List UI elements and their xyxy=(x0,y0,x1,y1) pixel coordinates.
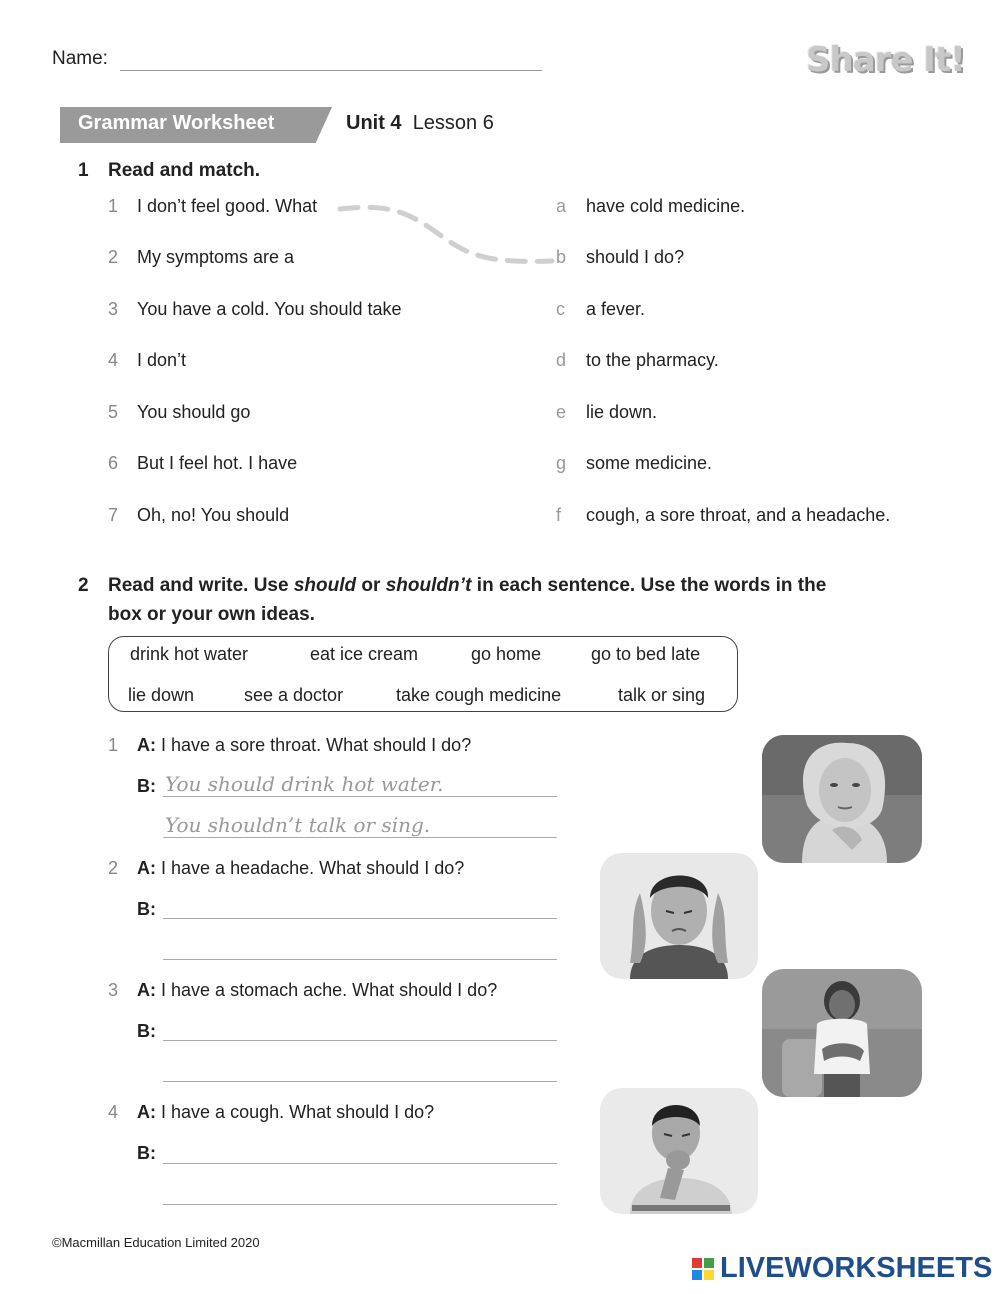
match-left-item: You should go xyxy=(137,402,251,422)
match-right-letter: b xyxy=(556,247,567,267)
match-right-letter: f xyxy=(556,505,562,525)
word-option: lie down xyxy=(128,685,195,705)
word-option: drink hot water xyxy=(130,644,249,664)
answer-line xyxy=(163,837,557,838)
section-2-number: 2 xyxy=(78,575,89,596)
question-number: 3 xyxy=(108,980,119,1000)
b-label: B: xyxy=(137,776,156,796)
word-option: go to bed late xyxy=(591,644,701,664)
photo-boy-headache xyxy=(600,853,758,979)
match-left-item: But I feel hot. I have xyxy=(137,453,298,473)
question-number: 2 xyxy=(108,858,119,878)
match-right-letter: d xyxy=(556,350,567,370)
share-it-logo: Share It! xyxy=(806,40,965,80)
b-label: B: xyxy=(137,899,156,919)
b-label: B: xyxy=(137,1021,156,1041)
question-a xyxy=(137,980,497,1001)
match-right-letter: e xyxy=(556,402,567,422)
answer-line[interactable] xyxy=(163,1204,557,1205)
boy-cough-image xyxy=(600,1088,758,1214)
section-2-title-line2: box or your own ideas. xyxy=(108,604,315,625)
liveworksheets-icon xyxy=(692,1258,716,1282)
match-right-letter: g xyxy=(556,453,567,473)
a-label: A: xyxy=(137,735,156,755)
lesson-label: Lesson 6 xyxy=(412,112,494,134)
answer-line[interactable] xyxy=(163,1163,557,1164)
answer-line[interactable] xyxy=(163,1081,557,1082)
title-shouldnt: shouldn’t xyxy=(385,575,472,596)
word-option: go home xyxy=(471,644,542,664)
answer-line[interactable] xyxy=(163,1040,557,1041)
question-a xyxy=(137,858,464,879)
word-option: take cough medicine xyxy=(396,685,562,705)
question-a xyxy=(137,735,471,756)
match-left-item: I don’t xyxy=(137,350,187,370)
match-left-number: 7 xyxy=(108,505,119,525)
match-left-number: 5 xyxy=(108,402,119,422)
section-1-title: Read and match. xyxy=(108,160,261,181)
a-label: A: xyxy=(137,858,156,878)
answer-line xyxy=(163,796,557,797)
match-right-item[interactable]: some medicine. xyxy=(586,453,713,473)
answer-line[interactable] xyxy=(163,959,557,960)
match-left-item: Oh, no! You should xyxy=(137,505,290,525)
match-left-item: I don’t feel good. What xyxy=(137,196,318,216)
title-part: in each sentence. Use the words in the xyxy=(471,575,827,596)
match-left-number: 2 xyxy=(108,247,119,267)
match-left-item: My symptoms are a xyxy=(137,247,295,267)
answer-input-1[interactable]: You should drink hot water. xyxy=(165,772,444,796)
question-number: 4 xyxy=(108,1102,119,1122)
photo-girl-stomach-ache xyxy=(762,969,922,1097)
match-right-item[interactable]: to the pharmacy. xyxy=(586,350,719,370)
match-left-number: 3 xyxy=(108,299,119,319)
unit-lesson xyxy=(346,112,494,135)
match-right-letter: c xyxy=(556,299,565,319)
b-label: B: xyxy=(137,1143,156,1163)
match-left-number: 6 xyxy=(108,453,119,473)
match-right-letter: a xyxy=(556,196,567,216)
girl-sore-throat-image xyxy=(762,735,922,863)
answer-input-2[interactable]: You shouldn’t talk or sing. xyxy=(165,813,431,837)
section-2-title xyxy=(108,575,826,597)
photo-girl-sore-throat xyxy=(762,735,922,863)
match-left-number: 4 xyxy=(108,350,119,370)
match-left-item: You have a cold. You should take xyxy=(137,299,402,319)
title-or: or xyxy=(356,575,386,596)
copyright: ©Macmillan Education Limited 2020 xyxy=(52,1235,260,1250)
word-option: talk or sing xyxy=(618,685,706,705)
title-part: Read and write. Use xyxy=(108,575,294,596)
question-text: I have a headache. What should I do? xyxy=(161,858,465,878)
question-text: I have a stomach ache. What should I do? xyxy=(161,980,498,1000)
photo-boy-cough xyxy=(600,1088,758,1214)
name-label: Name: xyxy=(52,48,108,69)
name-input-line[interactable] xyxy=(120,70,542,71)
example-match-dashed-line xyxy=(330,195,560,275)
boy-headache-image xyxy=(600,853,758,979)
a-label: A: xyxy=(137,980,156,1000)
word-option: eat ice cream xyxy=(310,644,419,664)
question-text: I have a sore throat. What should I do? xyxy=(161,735,472,755)
match-right-item[interactable]: have cold medicine. xyxy=(586,196,746,216)
question-number: 1 xyxy=(108,735,119,755)
match-right-item[interactable]: should I do? xyxy=(586,247,685,267)
unit-label: Unit 4 xyxy=(346,112,402,134)
liveworksheets-brand[interactable]: LIVEWORKSHEETS xyxy=(720,1252,993,1284)
section-1-number: 1 xyxy=(78,160,89,181)
match-right-item[interactable]: cough, a sore throat, and a headache. xyxy=(586,505,891,525)
title-should: should xyxy=(293,575,357,596)
girl-stomach-ache-image xyxy=(762,969,922,1097)
match-left-number: 1 xyxy=(108,196,119,216)
match-right-item[interactable]: a fever. xyxy=(586,299,646,319)
question-a xyxy=(137,1102,434,1123)
word-option: see a doctor xyxy=(244,685,344,705)
match-right-item[interactable]: lie down. xyxy=(586,402,658,422)
question-text: I have a cough. What should I do? xyxy=(161,1102,435,1122)
banner-title: Grammar Worksheet xyxy=(78,112,275,134)
answer-line[interactable] xyxy=(163,918,557,919)
a-label: A: xyxy=(137,1102,156,1122)
